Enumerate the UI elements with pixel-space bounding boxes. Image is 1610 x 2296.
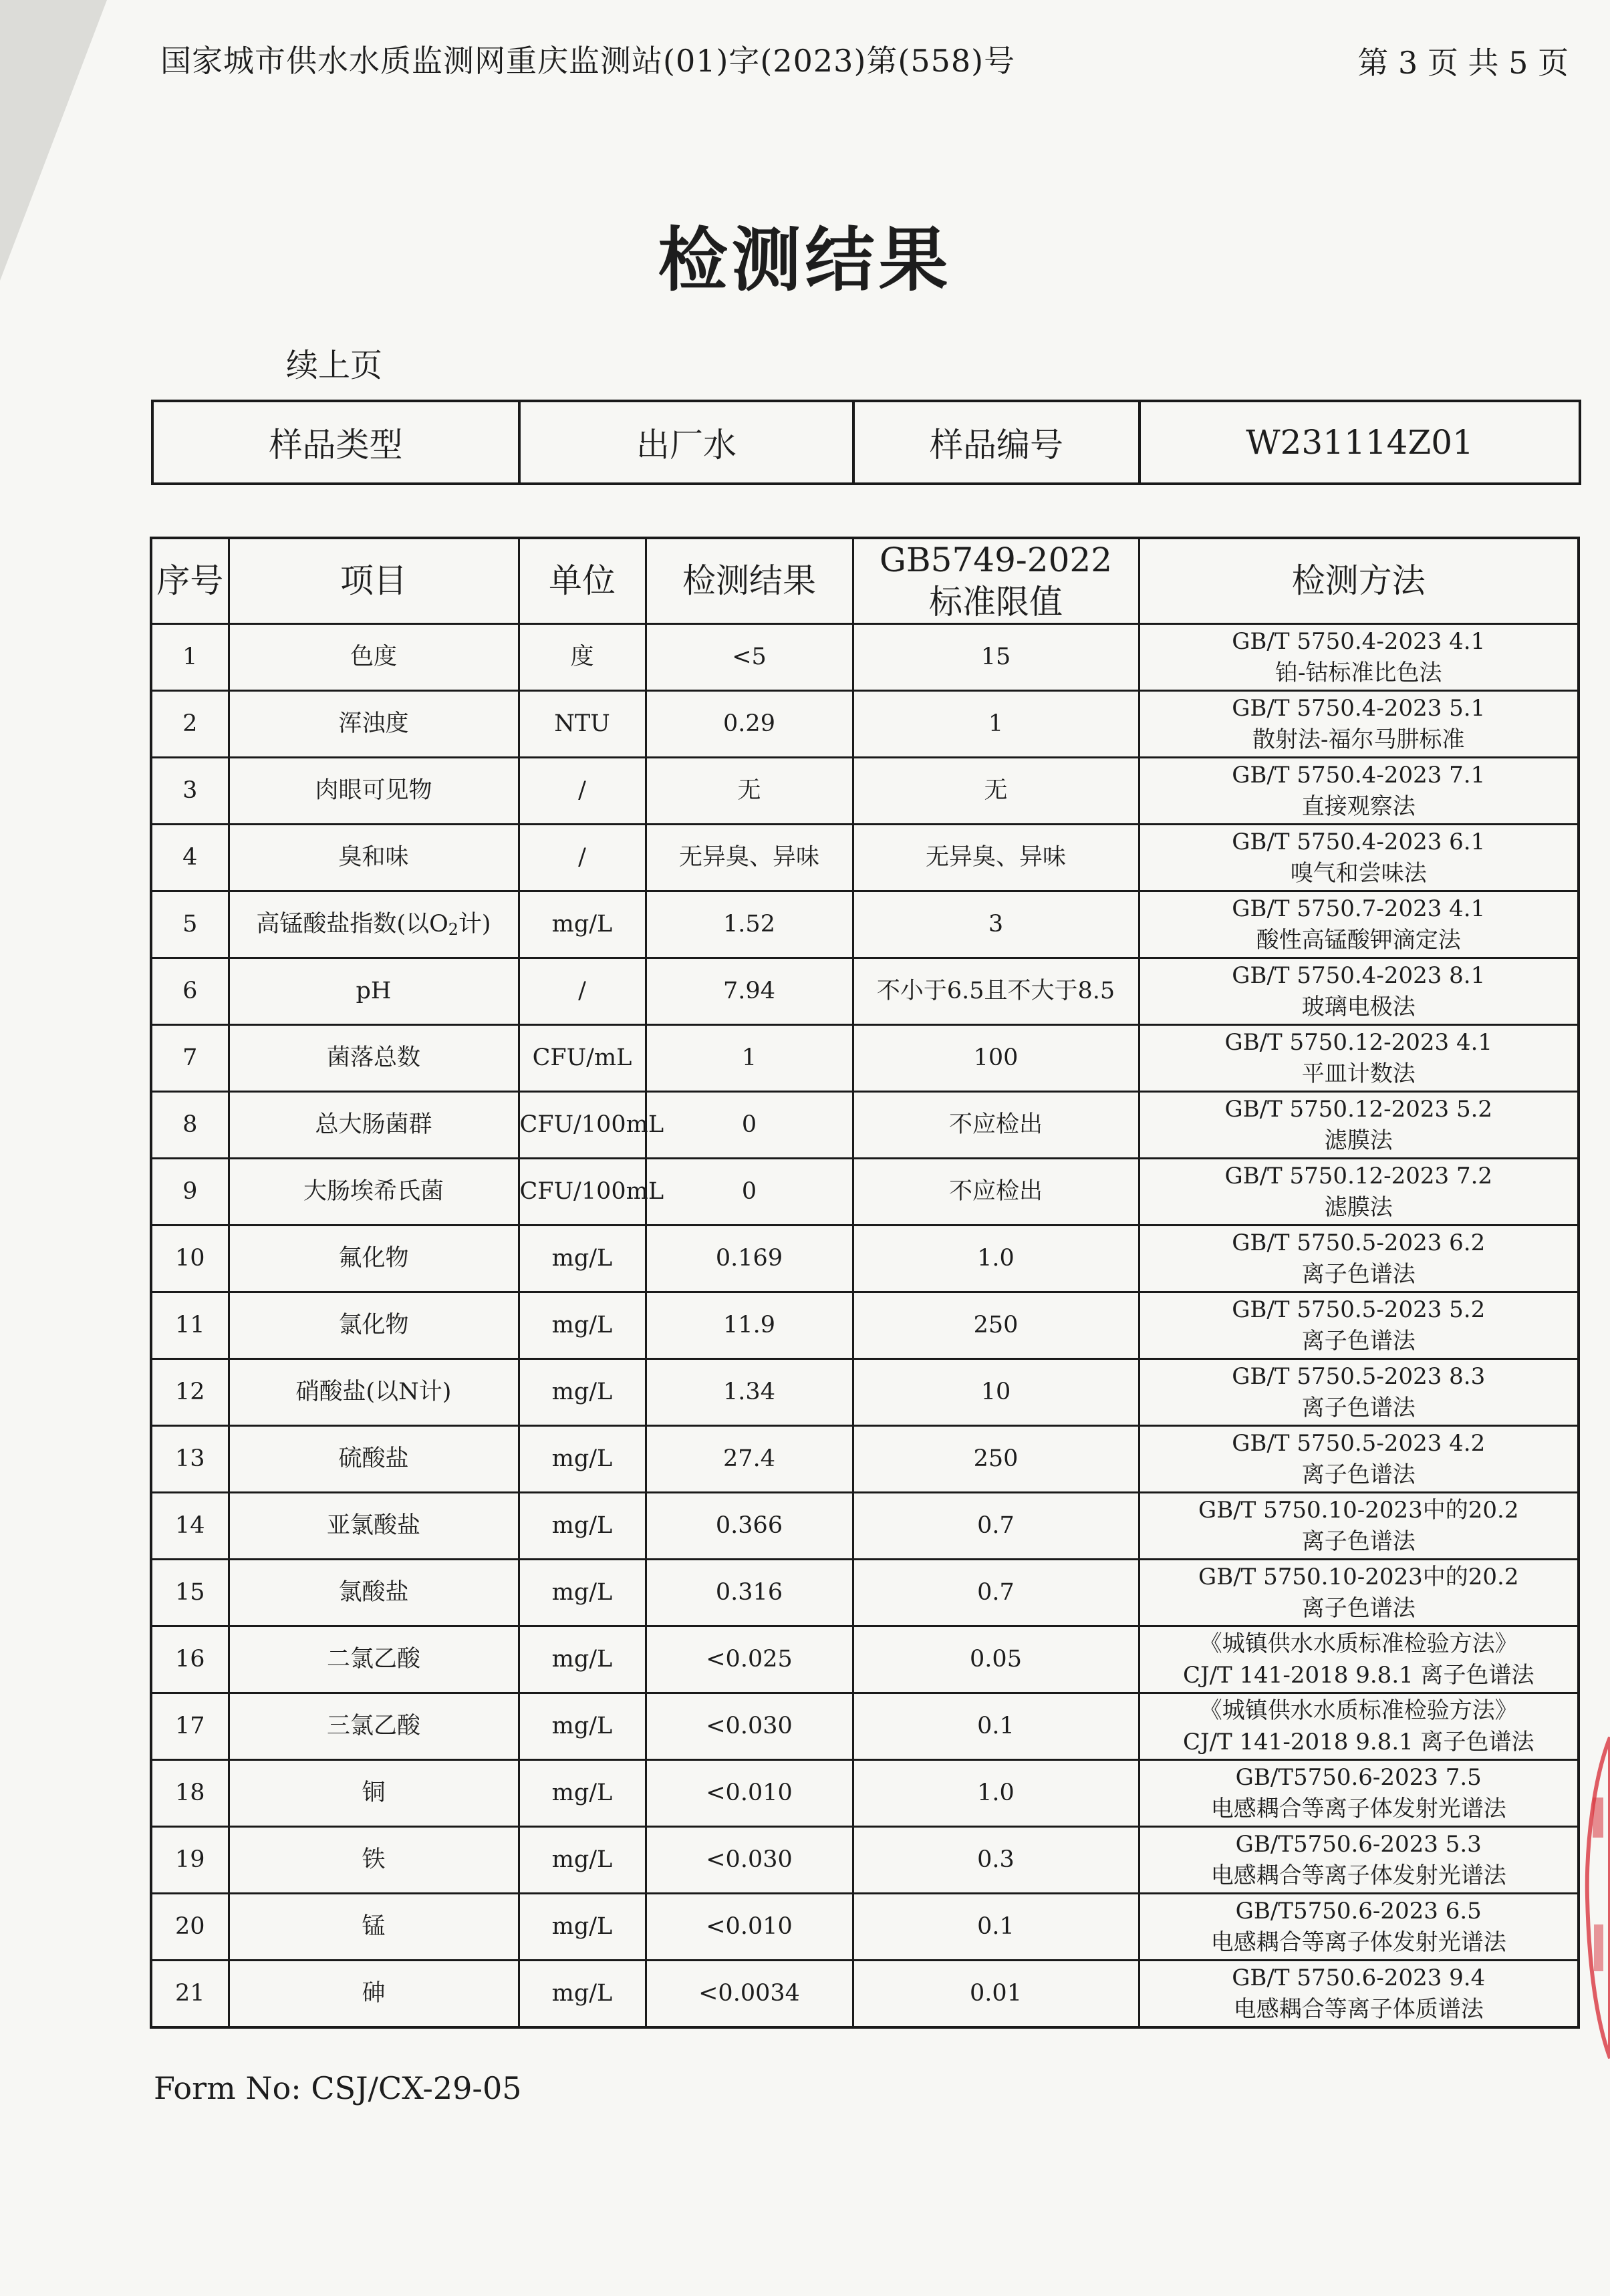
row-item-text: 高锰酸盐指数(以O (256, 910, 448, 938)
row-unit: mg/L (519, 1426, 646, 1493)
row-method-name: 铂-钴标准比色法 (1275, 659, 1442, 686)
row-limit: 0.05 (853, 1626, 1139, 1693)
row-method (1139, 1092, 1579, 1159)
row-method (1139, 891, 1579, 958)
row-method (1139, 1626, 1579, 1693)
row-method (1139, 1760, 1579, 1827)
row-result: <0.025 (646, 1626, 853, 1693)
row-no: 2 (151, 691, 229, 758)
row-method (1139, 1025, 1579, 1092)
row-method-standard: GB/T 5750.10-2023中的20.2 (1198, 1563, 1519, 1590)
row-method-standard: GB/T 5750.5-2023 8.3 (1232, 1362, 1486, 1390)
row-result: 1.52 (646, 891, 853, 958)
row-limit: 0.7 (853, 1493, 1139, 1560)
row-limit: 3 (853, 891, 1139, 958)
row-item: 铜 (229, 1760, 519, 1827)
table-row (151, 1359, 1579, 1426)
row-method-name: 离子色谱法 (1301, 1260, 1416, 1288)
row-method-standard: GB/T 5750.4-2023 5.1 (1232, 694, 1486, 722)
row-item: 臭和味 (229, 825, 519, 891)
row-method (1139, 1426, 1579, 1493)
row-limit: 0.7 (853, 1560, 1139, 1626)
row-method-name: 直接观察法 (1301, 793, 1416, 820)
row-item: 氯酸盐 (229, 1560, 519, 1626)
row-method-standard: 《城镇供水水质标准检验方法》 (1199, 1697, 1518, 1724)
header-limit-label: 标准限值 (929, 582, 1063, 621)
row-no: 10 (151, 1226, 229, 1292)
row-result: 0 (646, 1159, 853, 1226)
row-method-name: 离子色谱法 (1301, 1394, 1416, 1421)
results-table (150, 537, 1580, 2029)
row-method (1139, 758, 1579, 825)
row-item: 硝酸盐(以N计) (229, 1359, 519, 1426)
row-method-standard: GB/T5750.6-2023 5.3 (1235, 1830, 1482, 1858)
row-unit: CFU/mL (519, 1025, 646, 1092)
row-limit: 15 (853, 624, 1139, 691)
table-row (151, 1560, 1579, 1626)
row-unit: mg/L (519, 1493, 646, 1560)
table-row (151, 891, 1579, 958)
row-method (1139, 958, 1579, 1025)
row-method (1139, 1493, 1579, 1560)
row-method-standard: GB/T 5750.4-2023 4.1 (1232, 627, 1486, 655)
row-method (1139, 1159, 1579, 1226)
header-limit (853, 538, 1139, 624)
row-limit: 无 (853, 758, 1139, 825)
row-method-name: 散射法-福尔马肼标准 (1252, 726, 1465, 753)
row-method-name: 离子色谱法 (1301, 1528, 1416, 1555)
row-limit: 不应检出 (853, 1159, 1139, 1226)
row-item-subscript: 2 (448, 919, 458, 939)
row-no: 16 (151, 1626, 229, 1693)
page-counter: 第 3 页 共 5 页 (1357, 45, 1569, 81)
row-unit: mg/L (519, 1292, 646, 1359)
red-stamp-edge (1581, 1737, 1610, 2058)
row-item: 砷 (229, 1961, 519, 2028)
row-item: 大肠埃希氏菌 (229, 1159, 519, 1226)
header-method: 检测方法 (1139, 538, 1579, 624)
row-result: <5 (646, 624, 853, 691)
row-result: 0.169 (646, 1226, 853, 1292)
row-method-standard: GB/T 5750.12-2023 5.2 (1224, 1095, 1493, 1123)
row-result: 1.34 (646, 1359, 853, 1426)
continued-label: 续上页 (286, 347, 383, 384)
table-row (151, 1226, 1579, 1292)
row-item: 菌落总数 (229, 1025, 519, 1092)
row-result: <0.0034 (646, 1961, 853, 2028)
row-method (1139, 691, 1579, 758)
header-limit-standard: GB5749-2022 (879, 541, 1113, 579)
row-item (229, 891, 519, 958)
page-title: 检测结果 (658, 219, 952, 301)
row-method-name: 离子色谱法 (1301, 1461, 1416, 1488)
row-method-name: 滤膜法 (1324, 1193, 1393, 1221)
row-unit: CFU/100mL (519, 1092, 646, 1159)
row-unit: mg/L (519, 1961, 646, 2028)
row-method (1139, 1359, 1579, 1426)
table-row (151, 1626, 1579, 1693)
row-no: 17 (151, 1693, 229, 1760)
row-item: 氟化物 (229, 1226, 519, 1292)
row-limit: 100 (853, 1025, 1139, 1092)
row-method-standard: GB/T 5750.10-2023中的20.2 (1198, 1496, 1519, 1524)
row-method (1139, 825, 1579, 891)
row-limit: 不应检出 (853, 1092, 1139, 1159)
row-method-standard: GB/T 5750.5-2023 4.2 (1232, 1429, 1486, 1457)
row-method-standard: GB/T 5750.4-2023 7.1 (1232, 761, 1486, 788)
row-unit: / (519, 758, 646, 825)
header-no: 序号 (151, 538, 229, 624)
table-row (151, 1961, 1579, 2028)
row-item: 肉眼可见物 (229, 758, 519, 825)
row-result: 0.316 (646, 1560, 853, 1626)
row-method-name: 电感耦合等离子体发射光谱法 (1210, 1928, 1506, 1956)
row-unit: mg/L (519, 1693, 646, 1760)
row-limit: 1.0 (853, 1760, 1139, 1827)
row-method (1139, 1560, 1579, 1626)
row-unit: mg/L (519, 1626, 646, 1693)
row-no: 3 (151, 758, 229, 825)
row-limit: 无异臭、异味 (853, 825, 1139, 891)
row-limit: 0.1 (853, 1693, 1139, 1760)
row-no: 9 (151, 1159, 229, 1226)
row-item: 锰 (229, 1894, 519, 1961)
row-method-standard: GB/T 5750.4-2023 8.1 (1232, 962, 1486, 989)
row-method-standard: GB/T 5750.7-2023 4.1 (1232, 895, 1486, 922)
row-unit: 度 (519, 624, 646, 691)
row-result: 无异臭、异味 (646, 825, 853, 891)
row-no: 8 (151, 1092, 229, 1159)
row-method-standard: GB/T 5750.12-2023 7.2 (1224, 1162, 1493, 1189)
row-no: 19 (151, 1827, 229, 1894)
row-method-standard: 《城镇供水水质标准检验方法》 (1199, 1630, 1518, 1657)
table-row (151, 1760, 1579, 1827)
table-row (151, 958, 1579, 1025)
sample-type-value: 出厂水 (519, 401, 853, 484)
table-row (151, 1092, 1579, 1159)
row-result: <0.030 (646, 1693, 853, 1760)
row-limit: 250 (853, 1292, 1139, 1359)
table-row (151, 1894, 1579, 1961)
row-unit: mg/L (519, 1760, 646, 1827)
row-method-name: 酸性高锰酸钾滴定法 (1256, 926, 1461, 954)
row-limit: 不小于6.5且不大于8.5 (853, 958, 1139, 1025)
row-unit: mg/L (519, 1827, 646, 1894)
row-method-name: 离子色谱法 (1301, 1327, 1416, 1354)
row-method-name: CJ/T 141-2018 9.8.1 离子色谱法 (1182, 1728, 1534, 1755)
row-limit: 0.1 (853, 1894, 1139, 1961)
row-item: 硫酸盐 (229, 1426, 519, 1493)
row-method-standard: GB/T 5750.12-2023 4.1 (1224, 1028, 1493, 1056)
row-result: 27.4 (646, 1426, 853, 1493)
row-method (1139, 1292, 1579, 1359)
row-result: 1 (646, 1025, 853, 1092)
row-method-name: 电感耦合等离子体发射光谱法 (1210, 1862, 1506, 1889)
row-item: 三氯乙酸 (229, 1693, 519, 1760)
row-item-tail: 计) (458, 910, 491, 938)
row-method-name: CJ/T 141-2018 9.8.1 离子色谱法 (1182, 1661, 1534, 1689)
row-no: 15 (151, 1560, 229, 1626)
row-result: <0.030 (646, 1827, 853, 1894)
header-item: 项目 (229, 538, 519, 624)
row-limit: 0.01 (853, 1961, 1139, 2028)
table-row (151, 1693, 1579, 1760)
row-method-name: 平皿计数法 (1301, 1060, 1416, 1087)
row-method-name: 嗅气和尝味法 (1290, 859, 1427, 887)
row-no: 13 (151, 1426, 229, 1493)
row-method-standard: GB/T 5750.6-2023 9.4 (1232, 1964, 1486, 1991)
row-no: 4 (151, 825, 229, 891)
row-method (1139, 1961, 1579, 2028)
row-unit: mg/L (519, 891, 646, 958)
row-unit: mg/L (519, 1359, 646, 1426)
row-item: 亚氯酸盐 (229, 1493, 519, 1560)
sample-info-table (151, 400, 1581, 485)
row-method-name: 电感耦合等离子体发射光谱法 (1210, 1795, 1506, 1822)
table-row (151, 1025, 1579, 1092)
sample-id-label: 样品编号 (853, 401, 1139, 484)
table-header-row (151, 538, 1579, 624)
row-limit: 0.3 (853, 1827, 1139, 1894)
row-no: 21 (151, 1961, 229, 2028)
table-row (151, 1159, 1579, 1226)
row-method-standard: GB/T5750.6-2023 6.5 (1235, 1897, 1482, 1924)
row-item: 浑浊度 (229, 691, 519, 758)
row-method-standard: GB/T5750.6-2023 7.5 (1235, 1763, 1482, 1791)
row-method (1139, 1693, 1579, 1760)
row-result: 0.366 (646, 1493, 853, 1560)
row-limit: 10 (853, 1359, 1139, 1426)
row-no: 11 (151, 1292, 229, 1359)
row-item: 铁 (229, 1827, 519, 1894)
row-no: 20 (151, 1894, 229, 1961)
row-no: 18 (151, 1760, 229, 1827)
row-result: 0 (646, 1092, 853, 1159)
header-unit: 单位 (519, 538, 646, 624)
row-method-name: 滤膜法 (1324, 1127, 1393, 1154)
row-limit: 1.0 (853, 1226, 1139, 1292)
table-row (151, 758, 1579, 825)
row-no: 7 (151, 1025, 229, 1092)
row-no: 1 (151, 624, 229, 691)
row-method-standard: GB/T 5750.5-2023 5.2 (1232, 1296, 1486, 1323)
row-unit: mg/L (519, 1560, 646, 1626)
row-no: 14 (151, 1493, 229, 1560)
row-limit: 1 (853, 691, 1139, 758)
row-no: 5 (151, 891, 229, 958)
table-row (151, 624, 1579, 691)
form-number: Form No: CSJ/CX-29-05 (154, 2070, 522, 2106)
table-row (151, 1827, 1579, 1894)
row-result: 7.94 (646, 958, 853, 1025)
row-no: 6 (151, 958, 229, 1025)
row-method (1139, 1226, 1579, 1292)
sample-id-value: W231114Z01 (1139, 401, 1580, 484)
row-method-name: 玻璃电极法 (1301, 993, 1416, 1020)
sample-type-label: 样品类型 (152, 401, 519, 484)
row-method-standard: GB/T 5750.5-2023 6.2 (1232, 1229, 1486, 1256)
row-unit: mg/L (519, 1894, 646, 1961)
row-no: 12 (151, 1359, 229, 1426)
row-unit: CFU/100mL (519, 1159, 646, 1226)
row-method (1139, 1827, 1579, 1894)
row-method-name: 电感耦合等离子体质谱法 (1233, 1995, 1484, 2023)
row-limit: 250 (853, 1426, 1139, 1493)
row-method (1139, 1894, 1579, 1961)
report-number-header: 国家城市供水水质监测网重庆监测站(01)字(2023)第(558)号 (160, 43, 1016, 79)
row-unit: / (519, 825, 646, 891)
row-method (1139, 624, 1579, 691)
table-row (151, 825, 1579, 891)
table-row (151, 1292, 1579, 1359)
row-item: 二氯乙酸 (229, 1626, 519, 1693)
row-unit: / (519, 958, 646, 1025)
row-result: <0.010 (646, 1894, 853, 1961)
header-result: 检测结果 (646, 538, 853, 624)
row-result: 无 (646, 758, 853, 825)
table-row (151, 691, 1579, 758)
row-result: <0.010 (646, 1760, 853, 1827)
row-method-name: 离子色谱法 (1301, 1594, 1416, 1622)
row-item: pH (229, 958, 519, 1025)
table-row (151, 1493, 1579, 1560)
row-unit: mg/L (519, 1226, 646, 1292)
row-unit: NTU (519, 691, 646, 758)
row-item: 色度 (229, 624, 519, 691)
row-item: 总大肠菌群 (229, 1092, 519, 1159)
row-item: 氯化物 (229, 1292, 519, 1359)
row-method-standard: GB/T 5750.4-2023 6.1 (1232, 828, 1486, 855)
row-result: 11.9 (646, 1292, 853, 1359)
table-row (151, 1426, 1579, 1493)
row-result: 0.29 (646, 691, 853, 758)
